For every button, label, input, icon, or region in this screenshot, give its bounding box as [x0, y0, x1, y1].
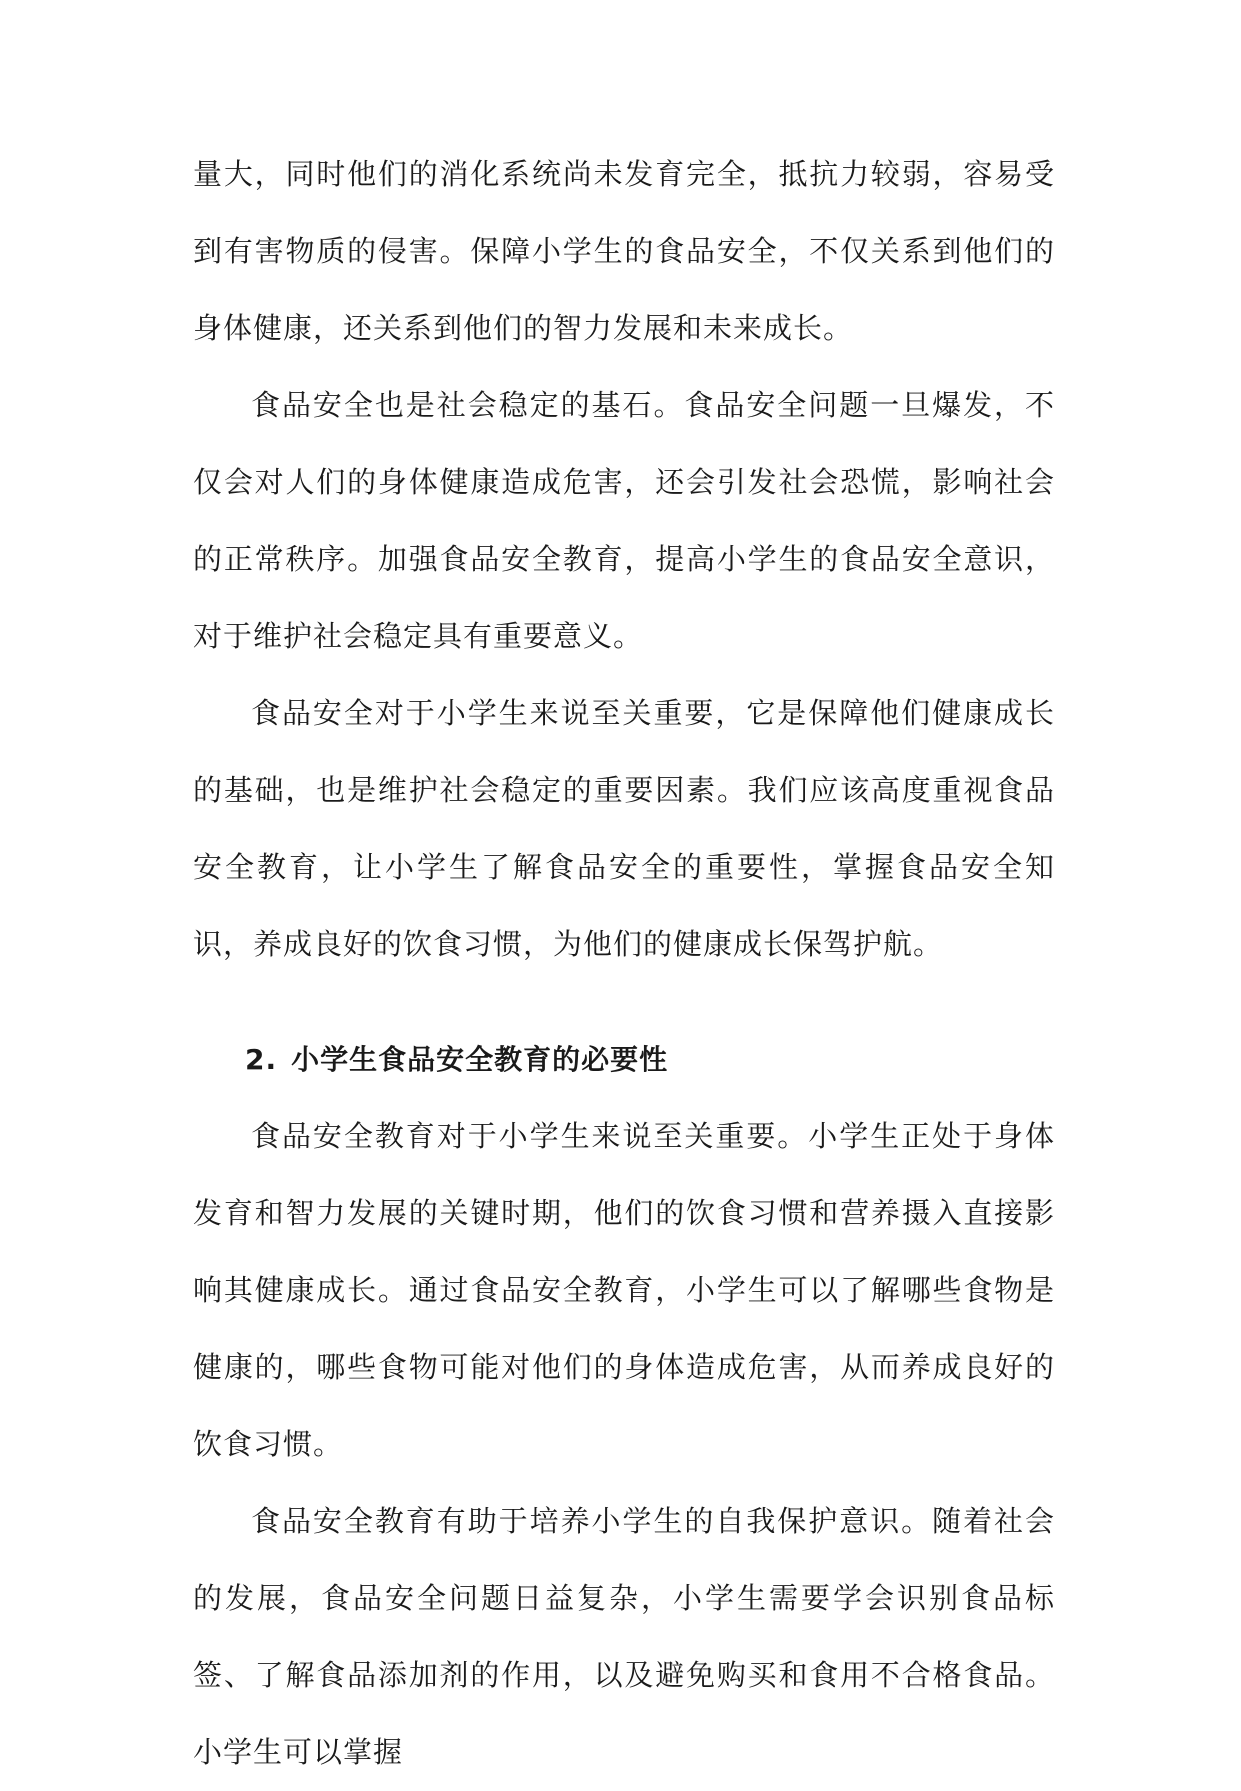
section-number: 2.	[245, 1043, 278, 1076]
document-page	[193, 136, 1055, 1791]
paragraph-continued: 量大，同时他们的消化系统尚未发育完全，抵抗力较弱，容易受到有害物质的侵害。保障小学生的食品安全，不仅关系到他们的身体健康，还关系到他们的智力发展和未来成长。	[193, 157, 1055, 345]
section-heading	[193, 1021, 1055, 1098]
paragraph-summary: 食品安全对于小学生来说至关重要，它是保障他们健康成长的基础，也是维护社会稳定的重要因素。我们应该高度重视食品安全教育，让小学生了解食品安全的重要性，掌握食品安全知识，养成良好的饮食习惯，为他们的健康成长保驾护航。	[193, 696, 1055, 961]
paragraph-self-protection: 食品安全教育有助于培养小学生的自我保护意识。随着社会的发展，食品安全问题日益复杂，小学生需要学会识别食品标签、了解食品添加剂的作用，以及避免购买和食用不合格食品。小学生可以掌握	[193, 1504, 1055, 1769]
paragraph-social-stability: 食品安全也是社会稳定的基石。食品安全问题一旦爆发，不仅会对人们的身体健康造成危害，还会引发社会恐慌，影响社会的正常秩序。加强食品安全教育，提高小学生的食品安全意识，对于维护社会稳定具有重要意义。	[193, 388, 1055, 653]
section-title: 小学生食品安全教育的必要性	[291, 1043, 669, 1076]
paragraph-necessity: 食品安全教育对于小学生来说至关重要。小学生正处于身体发育和智力发展的关键时期，他们的饮食习惯和营养摄入直接影响其健康成长。通过食品安全教育，小学生可以了解哪些食物是健康的，哪些食物可能对他们的身体造成危害，从而养成良好的饮食习惯。	[193, 1119, 1055, 1461]
